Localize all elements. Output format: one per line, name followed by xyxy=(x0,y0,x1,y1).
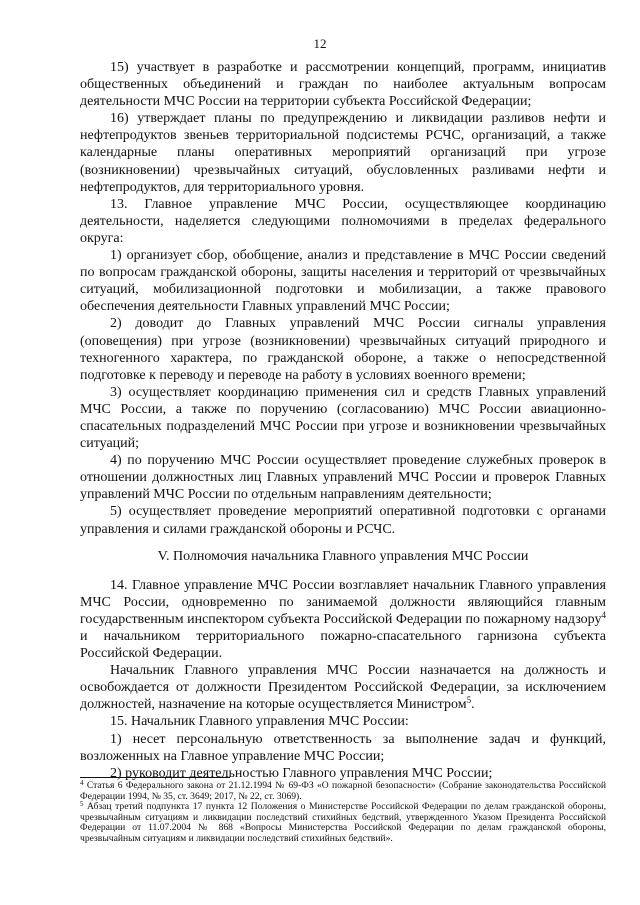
footnote-ref-4[interactable]: 4 xyxy=(601,609,606,620)
document-body xyxy=(80,59,606,782)
footnote-4 xyxy=(80,781,606,802)
footnote-5-mark: 5 xyxy=(80,800,84,809)
paragraph-clause-13-item-2: 2) доводит до Главных управлений МЧС России сигналы управления (оповещения) при угрозе (возникновении) чрезвычайных ситуаций природного и техногенного характера, по гражданской обороне, а также о непосредственной подготовке к переводу и переводе на работу в условиях военного времени; xyxy=(80,316,606,383)
paragraph-clause-13: 13. Главное управление МЧС России, осуществляющее координацию деятельности, наделяется следующими полномочиями в пределах федерального округа: xyxy=(80,196,606,246)
clause-14-text-end: и начальником территориального пожарно-спасательного гарнизона субъекта Российской Федерации. xyxy=(80,629,606,662)
paragraph-clause-15-item-2: 2) руководит деятельностью Главного управления МЧС России; xyxy=(110,765,493,781)
section-heading: V. Полномочия начальника Главного управления МЧС России xyxy=(157,548,529,564)
paragraph-clause-14-appointment xyxy=(80,662,606,713)
footnote-divider xyxy=(80,777,230,778)
paragraph-item-15: 15) участвует в разработке и рассмотрении концепций, программ, инициатив общественных объединений и граждан по наиболее актуальным вопросам деятельности МЧС России на территории субъекта Российской Федерации; xyxy=(80,60,606,110)
footnote-4-mark: 4 xyxy=(80,779,84,787)
footnotes xyxy=(80,781,606,845)
footnote-5-text: Абзац третий подпункта 17 пункта 12 Положения о Министерстве Российской Федерации по делам гражданской обороны, чрезвычайным ситуациям и ликвидации последствий стихийных бедствий, утвержденного Указом Президента Российской Федерации от 11.07.2004 № 868 «Вопросы Министерства Российской Федерации по делам гражданской обороны, чрезвычайным ситуациям и ликвидации последствий стихийных бедствий». xyxy=(80,801,606,844)
paragraph-clause-13-item-5: 5) осуществляет проведение мероприятий оперативной подготовки с органами управления и силами гражданской обороны и РСЧС. xyxy=(80,504,606,537)
footnote-5 xyxy=(80,802,606,844)
clause-14-text-start: 14. Главное управление МЧС России возглавляет начальник Главного управления МЧС России, одновременно по занимаемой должности являющийся главным государственным инспектором субъекта Российской Федерации по пожарному надзору xyxy=(80,577,606,627)
paragraph-item-16: 16) утверждает планы по предупреждению и ликвидации разливов нефти и нефтепродуктов звеньев территориальной подсистемы РСЧС, организаций, а также календарные планы оперативных мероприятий организаций при угрозе (возникновении) чрезвычайных ситуаций, обусловленных разливами нефти и нефтепродуктов, для территориального уровня. xyxy=(80,111,606,195)
appointment-text: Начальник Главного управления МЧС России назначается на должность и освобождается от должности Президентом Российской Федерации, за исключением должностей, назначение на которые осуществляется Министром xyxy=(80,663,606,713)
appointment-text-end: . xyxy=(471,697,475,713)
paragraph-clause-13-item-1: 1) организует сбор, обобщение, анализ и представление в МЧС России сведений по вопросам гражданской обороны, защиты населения и территорий от чрезвычайных ситуаций, мобилизационной подготовки и мобилизации, а также правового обеспечения деятельности Главных управлений МЧС России; xyxy=(80,248,606,315)
paragraph-clause-14 xyxy=(80,577,606,662)
page-number: 12 xyxy=(313,36,327,51)
paragraph-clause-15-item-1: 1) несет персональную ответственность за выполнение задач и функций, возложенных на Главное управление МЧС России; xyxy=(80,731,606,764)
paragraph-clause-15: 15. Начальник Главного управления МЧС России: xyxy=(110,714,409,730)
paragraph-clause-13-item-4: 4) по поручению МЧС России осуществляет проведение служебных проверок в отношении должностных лиц Главных управлений МЧС России и проверок Главных управлений МЧС России по отдельным направлениям деятельности; xyxy=(80,453,606,503)
paragraph-clause-13-item-3: 3) осуществляет координацию применения сил и средств Главных управлений МЧС России, а также по поручению (согласованию) МЧС России авиационно-спасательных подразделений МЧС России при угрозе и возникновении чрезвычайных ситуаций; xyxy=(80,384,606,452)
footnote-ref-5[interactable]: 5 xyxy=(466,695,472,706)
footnote-4-text: Статья 6 Федерального закона от 21.12.1994 № 69-ФЗ «О пожарной безопасности» (Собрание законодательства Российской Федерации 1994, № 35, ст. 3649; 2017, № 22, ст. 3069). xyxy=(80,780,606,802)
